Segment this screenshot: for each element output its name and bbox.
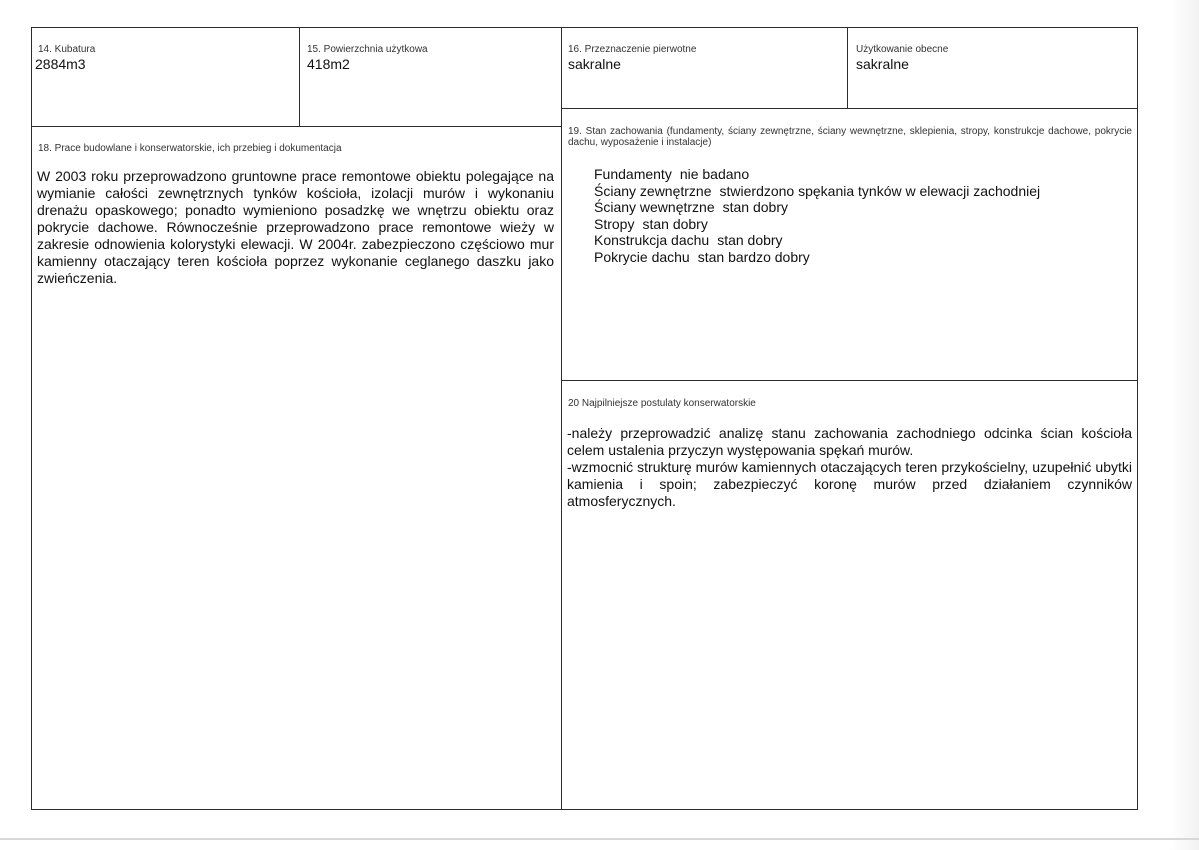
- stan-item: [594, 249, 1040, 266]
- stan-item: [594, 166, 1040, 183]
- stan-item-name: Stropy: [594, 215, 635, 232]
- powierzchnia-cell: [299, 27, 562, 127]
- page-bottom-edge: [0, 838, 1199, 840]
- przeznaczenie-label: 16. Przeznaczenie pierwotne: [568, 44, 697, 55]
- powierzchnia-value: 418m2: [307, 56, 350, 72]
- postulat-paragraph: -należy przeprowadzić analizę stanu zachowania zachodniego odcinka ścian kościoła celem ustalenia przyczyn występowania spękań murów.: [567, 425, 1132, 458]
- stan-item-state: stan dobry: [717, 232, 783, 249]
- stan-list: [594, 166, 1040, 266]
- postulat-paragraph: -wzmocnić strukturę murów kamiennych otaczających teren przykościelny, uzupełnić ubytki kamienia i spoin; zabezpieczyć koronę murów przed działaniem czynników atmosferycznych.: [567, 459, 1132, 509]
- stan-item: [594, 199, 1040, 216]
- powierzchnia-label: 15. Powierzchnia użytkowa: [307, 44, 428, 55]
- stan-item-name: Fundamenty: [594, 166, 672, 182]
- kubatura-value: 2884m3: [35, 56, 86, 72]
- stan-item-name: Pokrycie dachu: [594, 248, 690, 265]
- stan-cell: [561, 108, 1138, 381]
- stan-item-state: stan dobry: [642, 215, 708, 232]
- przeznaczenie-cell: [561, 27, 848, 109]
- stan-item: [594, 216, 1040, 233]
- kubatura-cell: [31, 27, 300, 127]
- stan-item-state: stwierdzono spękania tynków w elewacji zachodniej: [719, 182, 1041, 199]
- uzytkowanie-cell: [847, 27, 1138, 109]
- prace-text: W 2003 roku przeprowadzono gruntowne prace remontowe obiektu polegające na wymianie całości zewnętrznych tynków kościoła, izolacji murów i wykonaniu drenażu opaskowego; ponadto wymieniono posadzkę we wnętrzu obiektu oraz pokrycie dachowe. Równocześnie przeprowadzono prace remontowe wieży w zakresie odnowienia kolorystyki elewacji. W 2004r. zabezpieczono częściowo mur kamienny otaczający teren kościoła poprzez wykonanie ceglanego daszku jako zwieńczenia.: [37, 168, 554, 286]
- postulaty-text: [567, 425, 1132, 510]
- przeznaczenie-value: sakralne: [568, 56, 621, 72]
- prace-label: 18. Prace budowlane i konserwatorskie, ich przebieg i dokumentacja: [38, 143, 342, 154]
- stan-item: [594, 232, 1040, 249]
- postulaty-cell: [561, 380, 1138, 810]
- page-edge-shadow: [1170, 0, 1199, 850]
- stan-item-name: Ściany zewnętrzne: [594, 182, 712, 199]
- stan-item: [594, 183, 1040, 200]
- uzytkowanie-label: Użytkowanie obecne: [856, 44, 949, 55]
- stan-item-state: nie badano: [679, 166, 750, 182]
- stan-label: 19. Stan zachowania (fundamenty, ściany zewnętrzne, ściany wewnętrzne, sklepienia, stropy, konstrukcje dachowe, pokrycie dachu, wyposażenie i instalacje): [568, 126, 1132, 148]
- stan-item-state: stan bardzo dobry: [697, 248, 810, 265]
- stan-item-name: Konstrukcja dachu: [594, 232, 710, 249]
- prace-cell: [31, 126, 562, 810]
- kubatura-label: 14. Kubatura: [38, 44, 96, 55]
- uzytkowanie-value: sakralne: [856, 56, 909, 72]
- stan-item-state: stan dobry: [722, 199, 788, 216]
- postulaty-label: 20 Najpilniejsze postulaty konserwatorskie: [568, 398, 756, 409]
- stan-item-name: Ściany wewnętrzne: [594, 199, 715, 216]
